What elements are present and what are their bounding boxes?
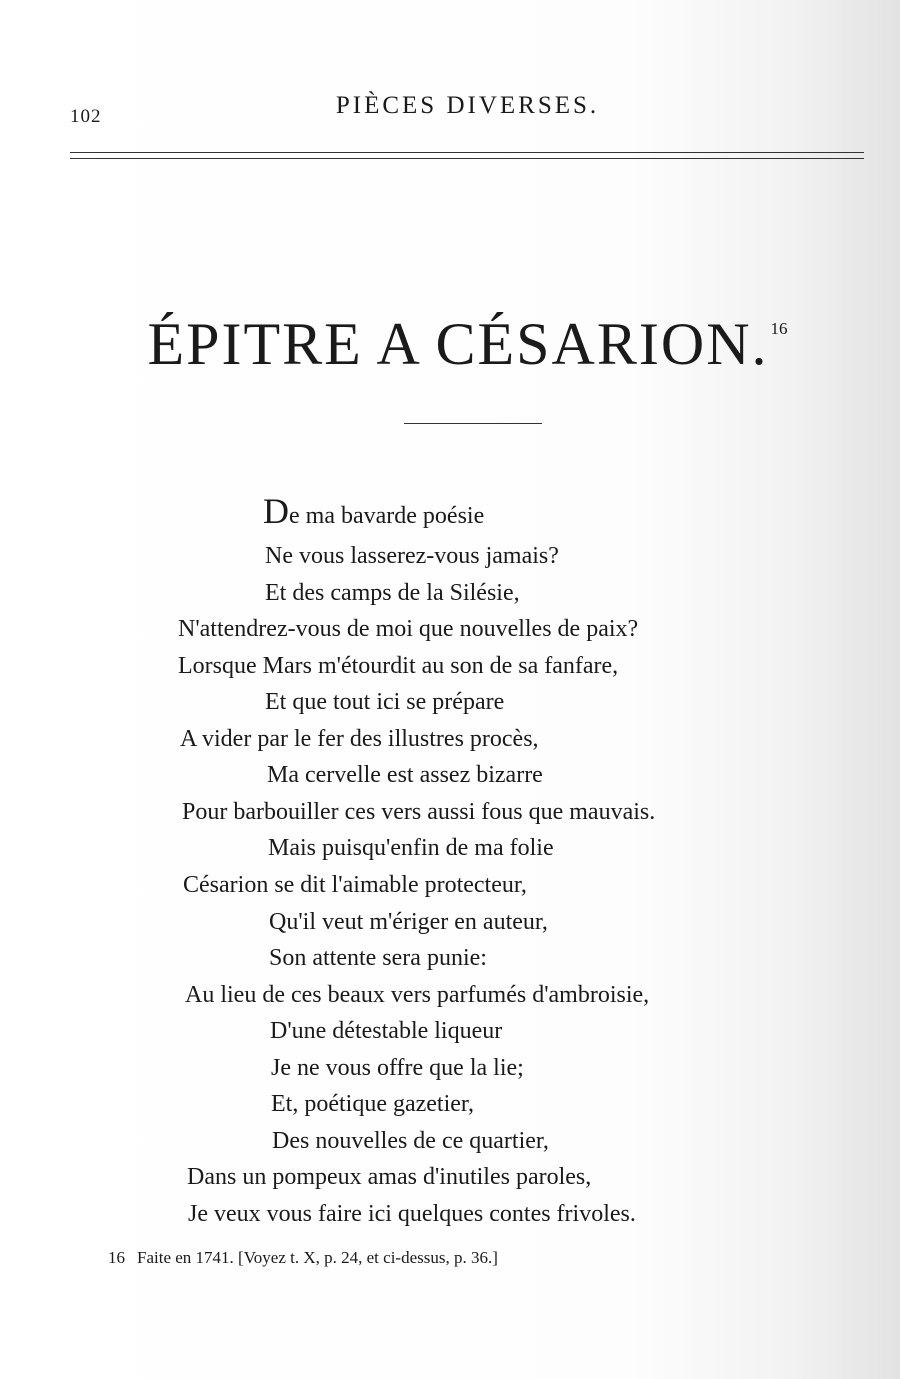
poem-title-text: ÉPITRE A CÉSARION. (147, 311, 769, 377)
verse-line: Césarion se dit l'aimable protecteur, (183, 872, 527, 898)
footnote-number: 16 (108, 1248, 125, 1267)
verse-line: Ma cervelle est assez bizarre (267, 762, 543, 788)
verse-line: Son attente sera punie: (269, 945, 487, 971)
verse-line: N'attendrez-vous de moi que nouvelles de paix? (178, 616, 639, 642)
verse-line: Je veux vous faire ici quelques contes frivoles. (188, 1201, 636, 1227)
verse-line: A vider par le fer des illustres procès, (180, 726, 539, 752)
verse-line: Et des camps de la Silésie, (265, 580, 520, 606)
drop-cap: D (263, 491, 289, 531)
verse-line (263, 491, 485, 531)
page-number: 102 (70, 106, 102, 127)
verse-line: Mais puisqu'enfin de ma folie (268, 835, 554, 861)
verse-line: Lorsque Mars m'étourdit au son de sa fanfare, (178, 653, 619, 679)
header-double-rule (70, 152, 864, 159)
footnote (108, 1248, 498, 1268)
verse-line: Ne vous lasserez-vous jamais? (265, 543, 559, 569)
title-separator-rule (404, 423, 542, 424)
verse-line: Des nouvelles de ce quartier, (272, 1128, 549, 1154)
verse-line: Pour barbouiller ces vers aussi fous que mauvais. (182, 799, 656, 825)
verse-line: D'une détestable liqueur (270, 1018, 503, 1044)
verse-line: Qu'il veut m'ériger en auteur, (269, 909, 548, 935)
verse-line-text: e ma bavarde poésie (289, 503, 485, 529)
verse-line: Je ne vous offre que la lie; (271, 1055, 524, 1081)
verse-line: Et que tout ici se prépare (265, 689, 505, 715)
footnote-text: Faite en 1741. [Voyez t. X, p. 24, et ci-dessus, p. 36.] (137, 1248, 498, 1267)
title-footnote-ref: 16 (770, 319, 788, 338)
poem-title (0, 310, 900, 379)
verse-line: Dans un pompeux amas d'inutiles paroles, (187, 1164, 592, 1190)
verse-line: Et, poétique gazetier, (271, 1091, 474, 1117)
verse-line: Au lieu de ces beaux vers parfumés d'ambroisie, (185, 982, 650, 1008)
running-head: PIÈCES DIVERSES. (335, 92, 600, 119)
